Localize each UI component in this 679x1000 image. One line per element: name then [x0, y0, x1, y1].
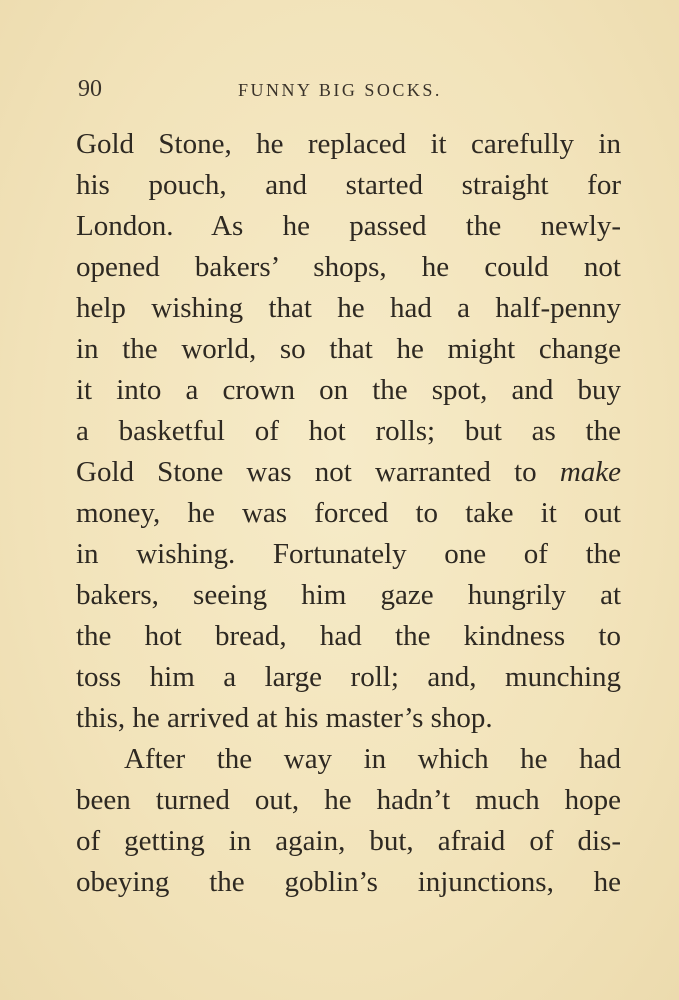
text-line: help wishing that he had a half-penny — [76, 292, 621, 324]
text-line: the hot bread, had the kindness to — [76, 620, 621, 652]
body-text — [76, 124, 621, 903]
text-line: bakers, seeing him gaze hungrily at — [76, 579, 621, 611]
text-line: After the way in which he had — [124, 743, 621, 775]
text-line: toss him a large roll; and, munching — [76, 661, 621, 693]
running-head: FUNNY BIG SOCKS. — [238, 80, 442, 100]
text-line: it into a crown on the spot, and buy — [76, 374, 621, 406]
text-line: this, he arrived at his master’s shop. — [76, 702, 493, 734]
text-line: obeying the goblin’s injunctions, he — [76, 866, 621, 898]
text-line: his pouch, and started straight for — [76, 169, 621, 201]
page-header — [78, 74, 623, 104]
emphasized-word: make — [559, 456, 621, 488]
text-segment: Gold Stone was not warranted to — [76, 456, 560, 488]
text-line: Gold Stone, he replaced it carefully in — [76, 128, 621, 160]
text-line: a basketful of hot rolls; but as the — [76, 415, 621, 447]
text-line: in wishing. Fortunately one of the — [76, 538, 621, 570]
text-line-with-emphasis — [76, 452, 621, 493]
text-line: been turned out, he hadn’t much hope — [76, 784, 621, 816]
text-line: opened bakers’ shops, he could not — [76, 251, 621, 283]
text-line: money, he was forced to take it out — [76, 497, 621, 529]
text-line: of getting in again, but, afraid of dis- — [76, 825, 621, 857]
text-line: London. As he passed the newly- — [76, 210, 621, 242]
text-line: in the world, so that he might change — [76, 333, 621, 365]
page-number: 90 — [78, 76, 102, 102]
